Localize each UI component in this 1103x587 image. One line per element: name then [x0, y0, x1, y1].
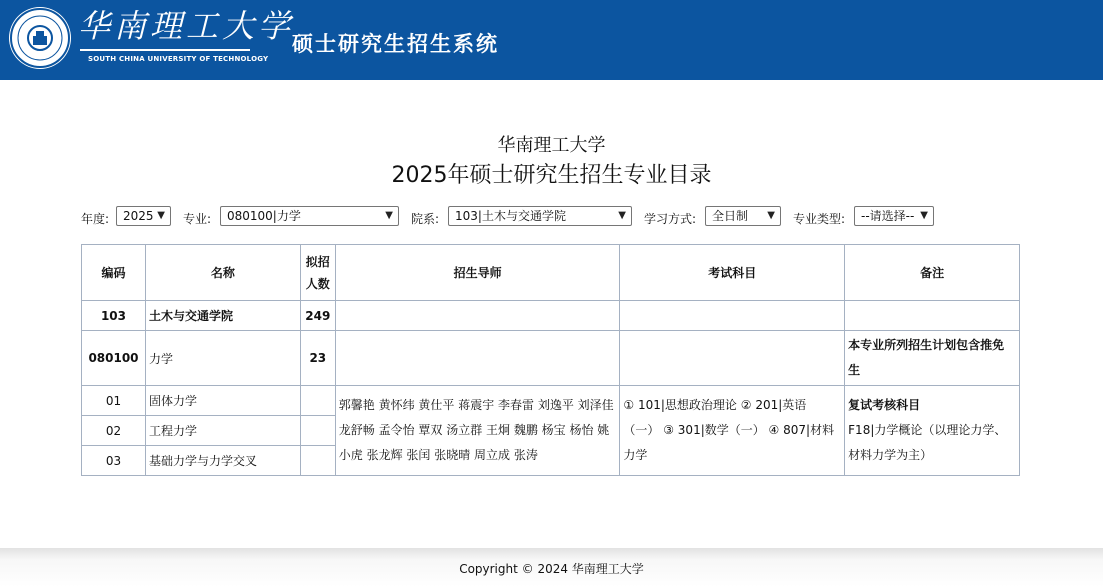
- major-code: 080100: [82, 331, 146, 386]
- supervisors-list: 郭馨艳 黄怀纬 黄仕平 蒋震宇 李春雷 刘逸平 刘泽佳 龙舒畅 孟令怡 覃双 汤立群 王炯 魏鹏 杨宝 杨怡 姚小虎 张龙辉 张闰 张晓晴 周立成 张涛: [335, 386, 620, 476]
- retest-title: 复试考核科目: [848, 398, 921, 412]
- major-row: [82, 331, 1020, 386]
- page-title-catalog: 2025年硕士研究生招生专业目录: [391, 163, 712, 188]
- exam-subjects: ① 101|思想政治理论 ② 201|英语（一） ③ 301|数学（一） ④ 807|材料力学: [620, 386, 845, 476]
- site-header: [0, 0, 1103, 80]
- direction-quota: [300, 446, 335, 476]
- major-remark: 本专业所列招生计划包含推免生: [845, 331, 1020, 386]
- direction-name: 工程力学: [145, 416, 300, 446]
- retest-cell: [845, 386, 1020, 476]
- major-exams-cell: [620, 331, 845, 386]
- major-supervisors-cell: [335, 331, 620, 386]
- major-type-select[interactable]: [854, 206, 934, 226]
- college-select-value: 103|土木与交通学院: [455, 209, 566, 223]
- study-mode-select-value: 全日制: [712, 209, 749, 223]
- chevron-down-icon: ▼: [157, 210, 165, 221]
- college-name: 土木与交通学院: [145, 301, 300, 331]
- chevron-down-icon: ▼: [767, 210, 775, 221]
- direction-code: 02: [82, 416, 146, 446]
- header-name: 名称: [145, 245, 300, 301]
- chevron-down-icon: ▼: [920, 210, 928, 221]
- university-name-en: SOUTH CHINA UNIVERSITY OF TECHNOLOGY: [88, 55, 269, 63]
- major-name: 力学: [145, 331, 300, 386]
- year-select-value: 2025: [123, 209, 154, 223]
- major-select-value: 080100|力学: [227, 209, 301, 223]
- study-mode-label: 学习方式:: [644, 212, 697, 226]
- college-code: 103: [82, 301, 146, 331]
- college-supervisors-cell: [335, 301, 620, 331]
- table-row: [82, 386, 1020, 416]
- chevron-down-icon: ▼: [618, 210, 626, 221]
- direction-name: 固体力学: [145, 386, 300, 416]
- year-select[interactable]: [116, 206, 171, 226]
- direction-quota: [300, 386, 335, 416]
- college-select[interactable]: [448, 206, 632, 226]
- header-supervisors: 招生导师: [335, 245, 620, 301]
- header-quota-line2: 人数: [305, 276, 330, 291]
- major-select[interactable]: [220, 206, 399, 226]
- header-code: 编码: [82, 245, 146, 301]
- catalog-table: [81, 244, 1020, 476]
- college-exams-cell: [620, 301, 845, 331]
- table-header-row: [82, 245, 1020, 301]
- college-label: 院系:: [411, 212, 440, 226]
- logo-divider: [80, 49, 250, 51]
- direction-code: 01: [82, 386, 146, 416]
- major-label: 专业:: [183, 212, 212, 226]
- college-row: [82, 301, 1020, 331]
- direction-quota: [300, 416, 335, 446]
- header-quota-line1: 拟招: [305, 254, 330, 269]
- retest-subject: F18|力学概论（以理论力学、材料力学为主）: [848, 423, 1007, 462]
- college-remarks-cell: [845, 301, 1020, 331]
- system-title: 硕士研究生招生系统: [292, 31, 499, 56]
- major-type-select-value: --请选择--: [861, 209, 915, 223]
- direction-code: 03: [82, 446, 146, 476]
- university-name-cn: 华南理工大学: [78, 7, 295, 45]
- university-seal-icon: [9, 7, 71, 69]
- header-exams: 考试科目: [620, 245, 845, 301]
- header-remarks: 备注: [845, 245, 1020, 301]
- header-quota: [300, 245, 335, 301]
- year-label: 年度:: [81, 212, 110, 226]
- direction-name: 基础力学与力学交叉: [145, 446, 300, 476]
- major-quota: 23: [300, 331, 335, 386]
- footer-copyright: Copyright © 2024 华南理工大学: [459, 562, 644, 576]
- study-mode-select[interactable]: [705, 206, 781, 226]
- college-quota: 249: [300, 301, 335, 331]
- major-type-label: 专业类型:: [793, 212, 846, 226]
- page-title-university: 华南理工大学: [497, 135, 606, 156]
- chevron-down-icon: ▼: [385, 210, 393, 221]
